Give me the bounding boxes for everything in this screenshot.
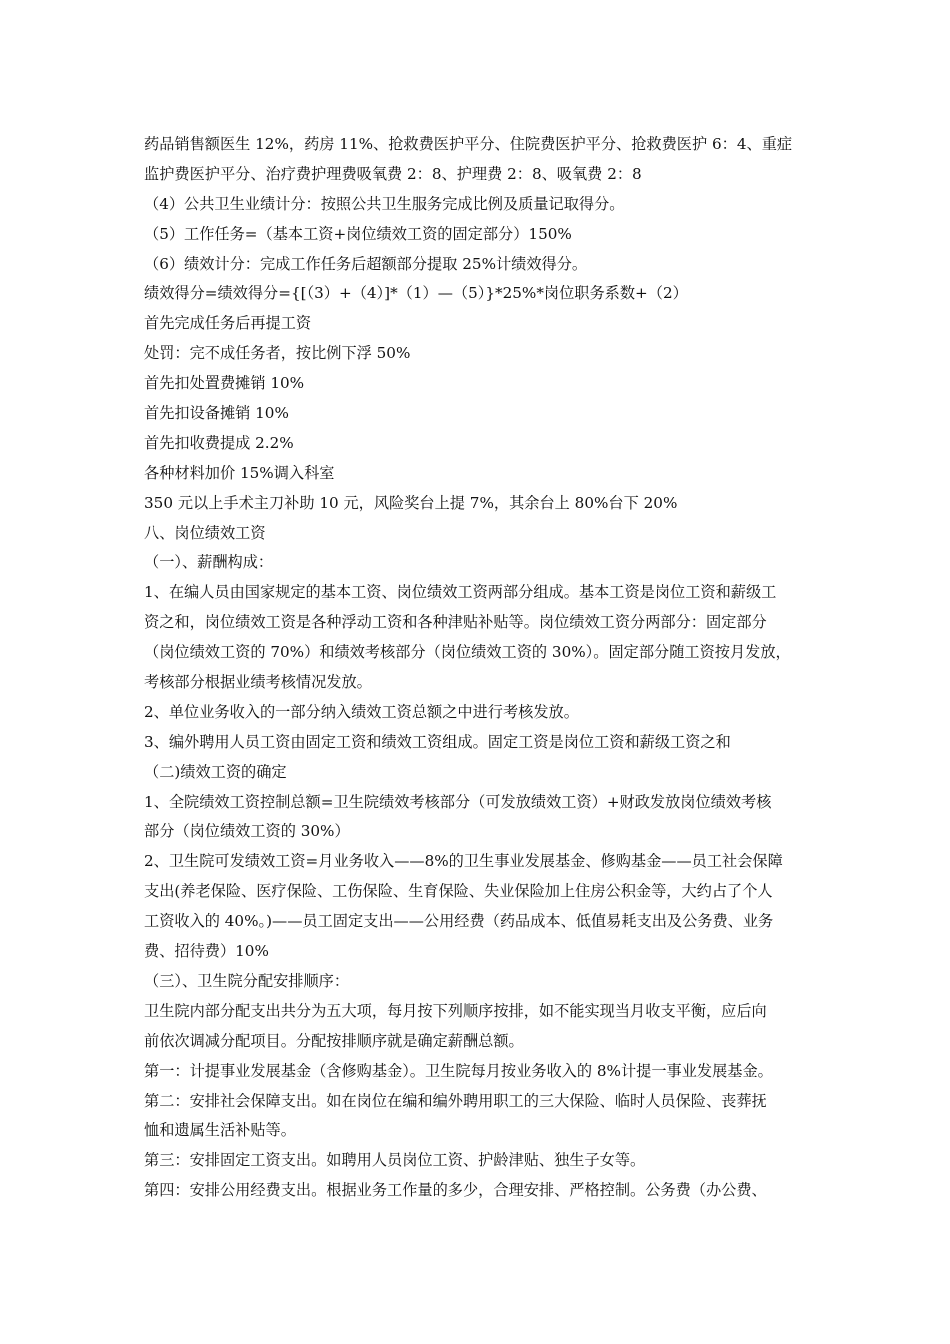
text-line: 恤和遗属生活补贴等。 (144, 1121, 296, 1140)
text-line: 卫生院内部分配支出共分为五大项，每月按下列顺序按排，如不能实现当月收支平衡，应后向 (144, 1001, 767, 1020)
text-line: 部分（岗位绩效工资的 30%） (144, 822, 350, 841)
text-line: 1、在编人员由国家规定的基本工资、岗位绩效工资两部分组成。基本工资是岗位工资和薪级工 (144, 583, 777, 602)
text-line: 1、全院绩效工资控制总额=卫生院绩效考核部分（可发放绩效工资）+财政发放岗位绩效考核 (144, 792, 772, 811)
text-line: 前依次调减分配项目。分配按排顺序就是确定薪酬总额。 (144, 1031, 524, 1050)
text-line: 首先完成任务后再提工资 (144, 314, 312, 333)
text-line: 资之和，岗位绩效工资是各种浮动工资和各种津贴补贴等。岗位绩效工资分两部分：固定部分 (144, 613, 767, 632)
text-line: 考核部分根据业绩考核情况发放。 (144, 673, 372, 692)
text-line: 3、编外聘用人员工资由固定工资和绩效工资组成。固定工资是岗位工资和薪级工资之和 (144, 732, 731, 751)
text-line: 第一：计提事业发展基金（含修购基金）。卫生院每月按业务收入的 8%计提一事业发展基金。 (144, 1061, 773, 1080)
text-line: 费、招待费）10% (144, 942, 269, 961)
text-line: 处罚：完不成任务者，按比例下浮 50% (144, 344, 411, 363)
text-line: 绩效得分=绩效得分={[（3）+（4）]*（1）—（5）}*25%*岗位职务系数+（2） (144, 284, 688, 303)
subsection-heading: （一）、薪酬构成： (144, 553, 274, 572)
text-line: 各种材料加价 15%调入科室 (144, 463, 335, 482)
text-line: 首先扣处置费摊销 10% (144, 374, 305, 393)
text-line: 监护费医护平分、治疗费护理费吸氧费 2：8、护理费 2：8、吸氧费 2：8 (144, 164, 642, 183)
text-line: 药品销售额医生 12%，药房 11%、抢救费医护平分、住院费医护平分、抢救费医护 6：4、重症 (144, 135, 793, 153)
text-line: 350 元以上手术主刀补助 10 元，风险奖台上提 7%，其余台上 80%台下 20% (144, 493, 678, 512)
section-heading: 八、岗位绩效工资 (144, 523, 266, 542)
text-line: 2、单位业务收入的一部分纳入绩效工资总额之中进行考核发放。 (144, 702, 579, 721)
text-line: 支出(养老保险、医疗保险、工伤保险、生育保险、失业保险加上住房公积金等，大约占了个人 (144, 882, 773, 901)
text-line: 首先扣设备摊销 10% (144, 404, 289, 423)
subsection-heading: （二)绩效工资的确定 (144, 762, 287, 781)
text-line: 第二：安排社会保障支出。如在岗位在编和编外聘用职工的三大保险、临时人员保险、丧葬抚 (144, 1091, 767, 1110)
subsection-heading: （三）、卫生院分配安排顺序： (144, 971, 350, 990)
text-line: （岗位绩效工资的 70%）和绩效考核部分（岗位绩效工资的 30%）。固定部分随工资按月发放， (144, 643, 791, 662)
text-line: （5）工作任务=（基本工资+岗位绩效工资的固定部分）150% (144, 224, 572, 243)
text-line: 第三：安排固定工资支出。如聘用人员岗位工资、护龄津贴、独生子女等。 (144, 1151, 646, 1170)
document-body (144, 130, 824, 1206)
text-line: （6）绩效计分：完成工作任务后超额部分提取 25%计绩效得分。 (144, 254, 588, 273)
text-line: 2、卫生院可发绩效工资=月业务收入——8%的卫生事业发展基金、修购基金——员工社会保障 (144, 852, 783, 871)
text-line: （4）公共卫生业绩计分：按照公共卫生服务完成比例及质量记取得分。 (144, 194, 625, 213)
text-line: 第四：安排公用经费支出。根据业务工作量的多少，合理安排、严格控制。公务费（办公费、 (144, 1181, 767, 1200)
text-line: 工资收入的 40%。)——员工固定支出——公用经费（药品成本、低值易耗支出及公务费、业务 (144, 912, 774, 931)
text-line: 首先扣收费提成 2.2% (144, 433, 294, 452)
